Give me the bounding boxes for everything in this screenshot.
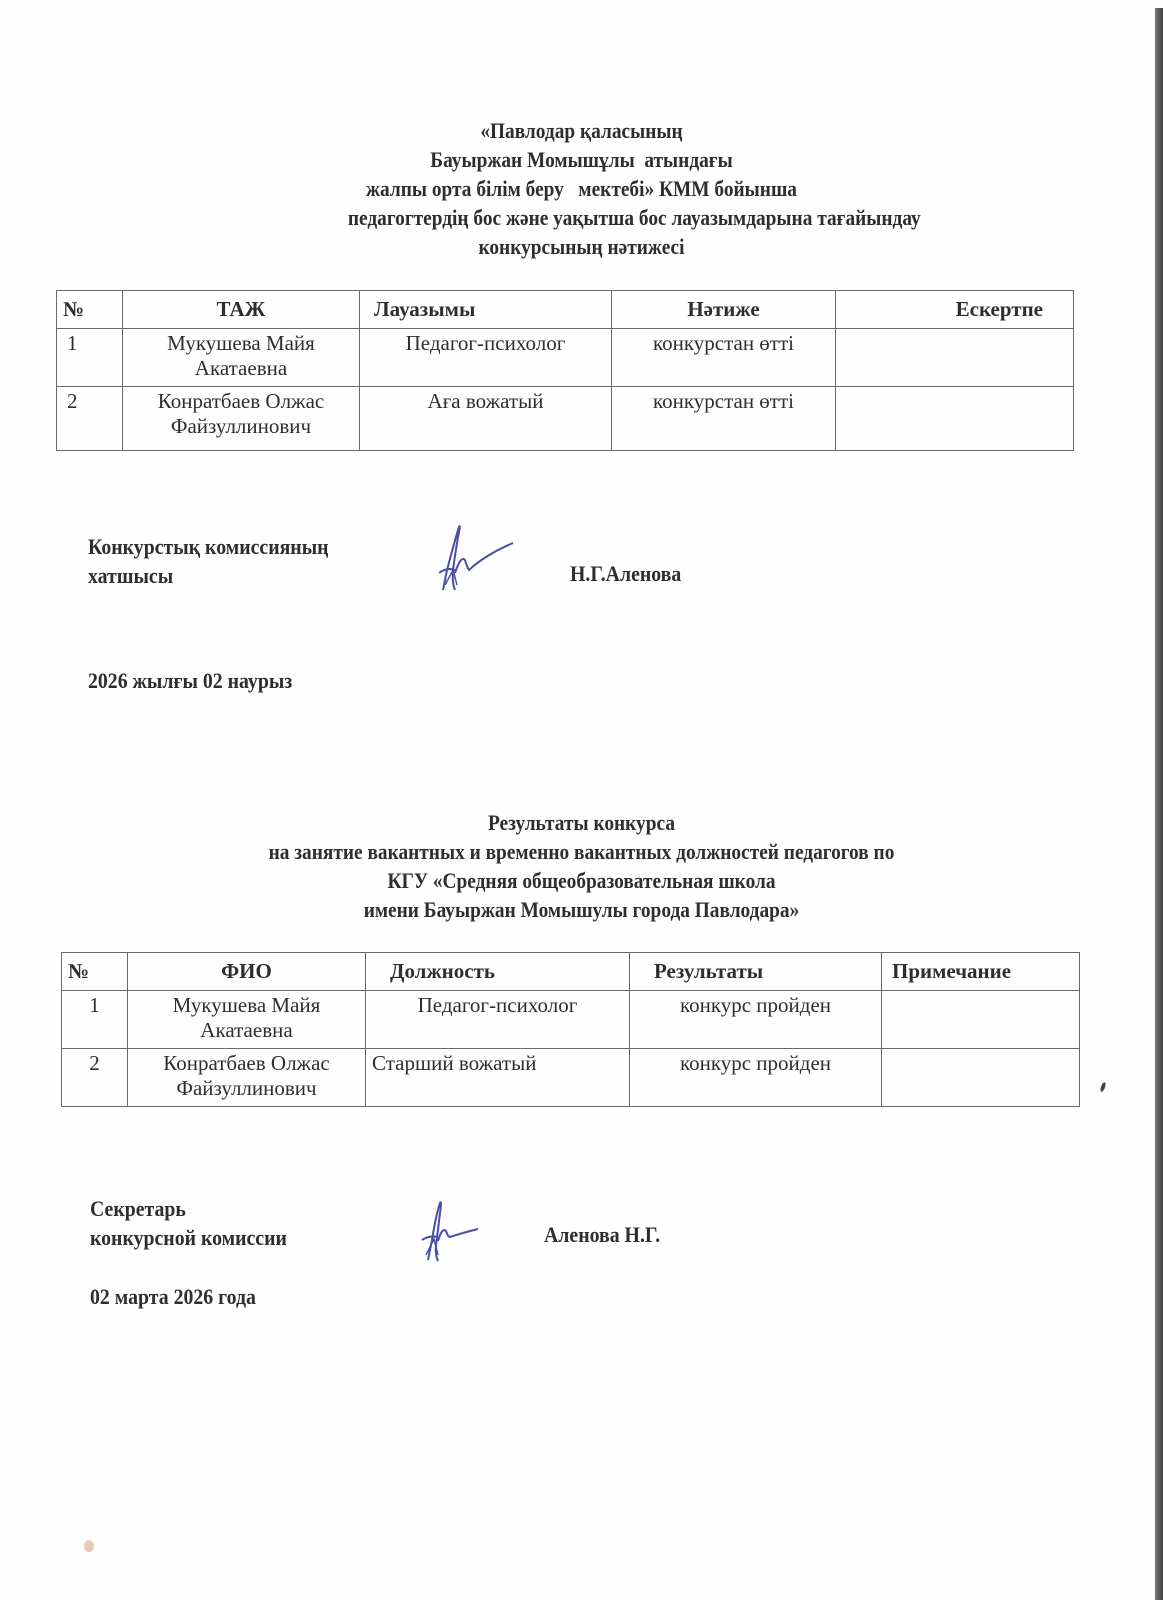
row-note	[882, 991, 1080, 1049]
row-number: 2	[57, 387, 123, 451]
row-result: конкурс пройден	[630, 1049, 882, 1107]
ru-signatory-role	[90, 1194, 287, 1252]
ru-document-title	[70, 808, 1093, 924]
role-line: Конкурстық комиссияның	[88, 534, 329, 559]
row-note	[836, 329, 1074, 387]
row-result: конкурс пройден	[630, 991, 882, 1049]
table-header-row	[57, 291, 1074, 329]
kz-title-line: жалпы орта білім беру мектебі» КММ бойынша	[366, 176, 797, 201]
ru-title-line: Результаты конкурса	[487, 810, 676, 835]
row-name: Мукушева Майя Акатаевна	[128, 991, 366, 1049]
header-number: №	[57, 291, 123, 329]
ru-title-line: КГУ «Средняя общеобразовательная школа	[387, 868, 776, 893]
role-line: конкурсной комиссии	[90, 1225, 287, 1250]
ru-date: 02 марта 2026 года	[90, 1284, 256, 1309]
ru-title-line: имени Бауыржан Момышулы города Павлодара»	[363, 897, 800, 922]
kz-document-title	[70, 116, 1093, 261]
kz-title-line: педагогтердің бос және уақытша бос лауазымдарына тағайындау	[347, 205, 921, 230]
row-result: конкурстан өтті	[612, 387, 836, 451]
header-position: Лауазымы	[360, 291, 612, 329]
kz-title-line: «Павлодар қаласының	[480, 118, 683, 143]
row-position: Аға вожатый	[360, 387, 612, 451]
table-row	[57, 387, 1074, 451]
row-number: 1	[62, 991, 128, 1049]
ru-signatory-name: Аленова Н.Г.	[544, 1222, 661, 1247]
paper-stain	[84, 1540, 94, 1552]
header-note: Примечание	[882, 953, 1080, 991]
kz-signatory-name: Н.Г.Аленова	[570, 561, 682, 586]
kz-date: 2026 жылғы 02 наурыз	[88, 668, 293, 693]
header-position: Должность	[366, 953, 630, 991]
kz-title-line: конкурсының нәтижесі	[478, 234, 685, 259]
table-row	[57, 329, 1074, 387]
kz-results-table	[56, 290, 1074, 451]
header-name: ТАЖ	[123, 291, 360, 329]
header-number: №	[62, 953, 128, 991]
header-result: Нәтиже	[612, 291, 836, 329]
row-position: Педагог-психолог	[360, 329, 612, 387]
row-result: конкурстан өтті	[612, 329, 836, 387]
table-row	[62, 1049, 1080, 1107]
row-name: Конратбаев Олжас Файзуллинович	[128, 1049, 366, 1107]
row-name: Мукушева Майя Акатаевна	[123, 329, 360, 387]
signature-icon	[425, 515, 520, 600]
ru-results-table	[61, 952, 1080, 1107]
kz-title-line: Бауыржан Момышұлы атындағы	[430, 147, 733, 172]
row-number: 2	[62, 1049, 128, 1107]
ru-title-line: на занятие вакантных и временно вакантных должностей педагогов по	[268, 839, 895, 864]
signature-icon	[412, 1195, 492, 1267]
row-position: Педагог-психолог	[366, 991, 630, 1049]
row-note	[836, 387, 1074, 451]
row-note	[882, 1049, 1080, 1107]
header-note: Ескертпе	[836, 291, 1074, 329]
header-name: ФИО	[128, 953, 366, 991]
table-header-row	[62, 953, 1080, 991]
role-line: хатшысы	[88, 563, 174, 588]
row-name: Конратбаев Олжас Файзуллинович	[123, 387, 360, 451]
header-result: Результаты	[630, 953, 882, 991]
kz-signatory-role	[88, 532, 329, 590]
scan-speck	[1099, 1082, 1106, 1093]
role-line: Секретарь	[90, 1196, 186, 1221]
scanner-edge	[1155, 8, 1163, 1600]
row-position: Старший вожатый	[366, 1049, 630, 1107]
row-number: 1	[57, 329, 123, 387]
table-row	[62, 991, 1080, 1049]
